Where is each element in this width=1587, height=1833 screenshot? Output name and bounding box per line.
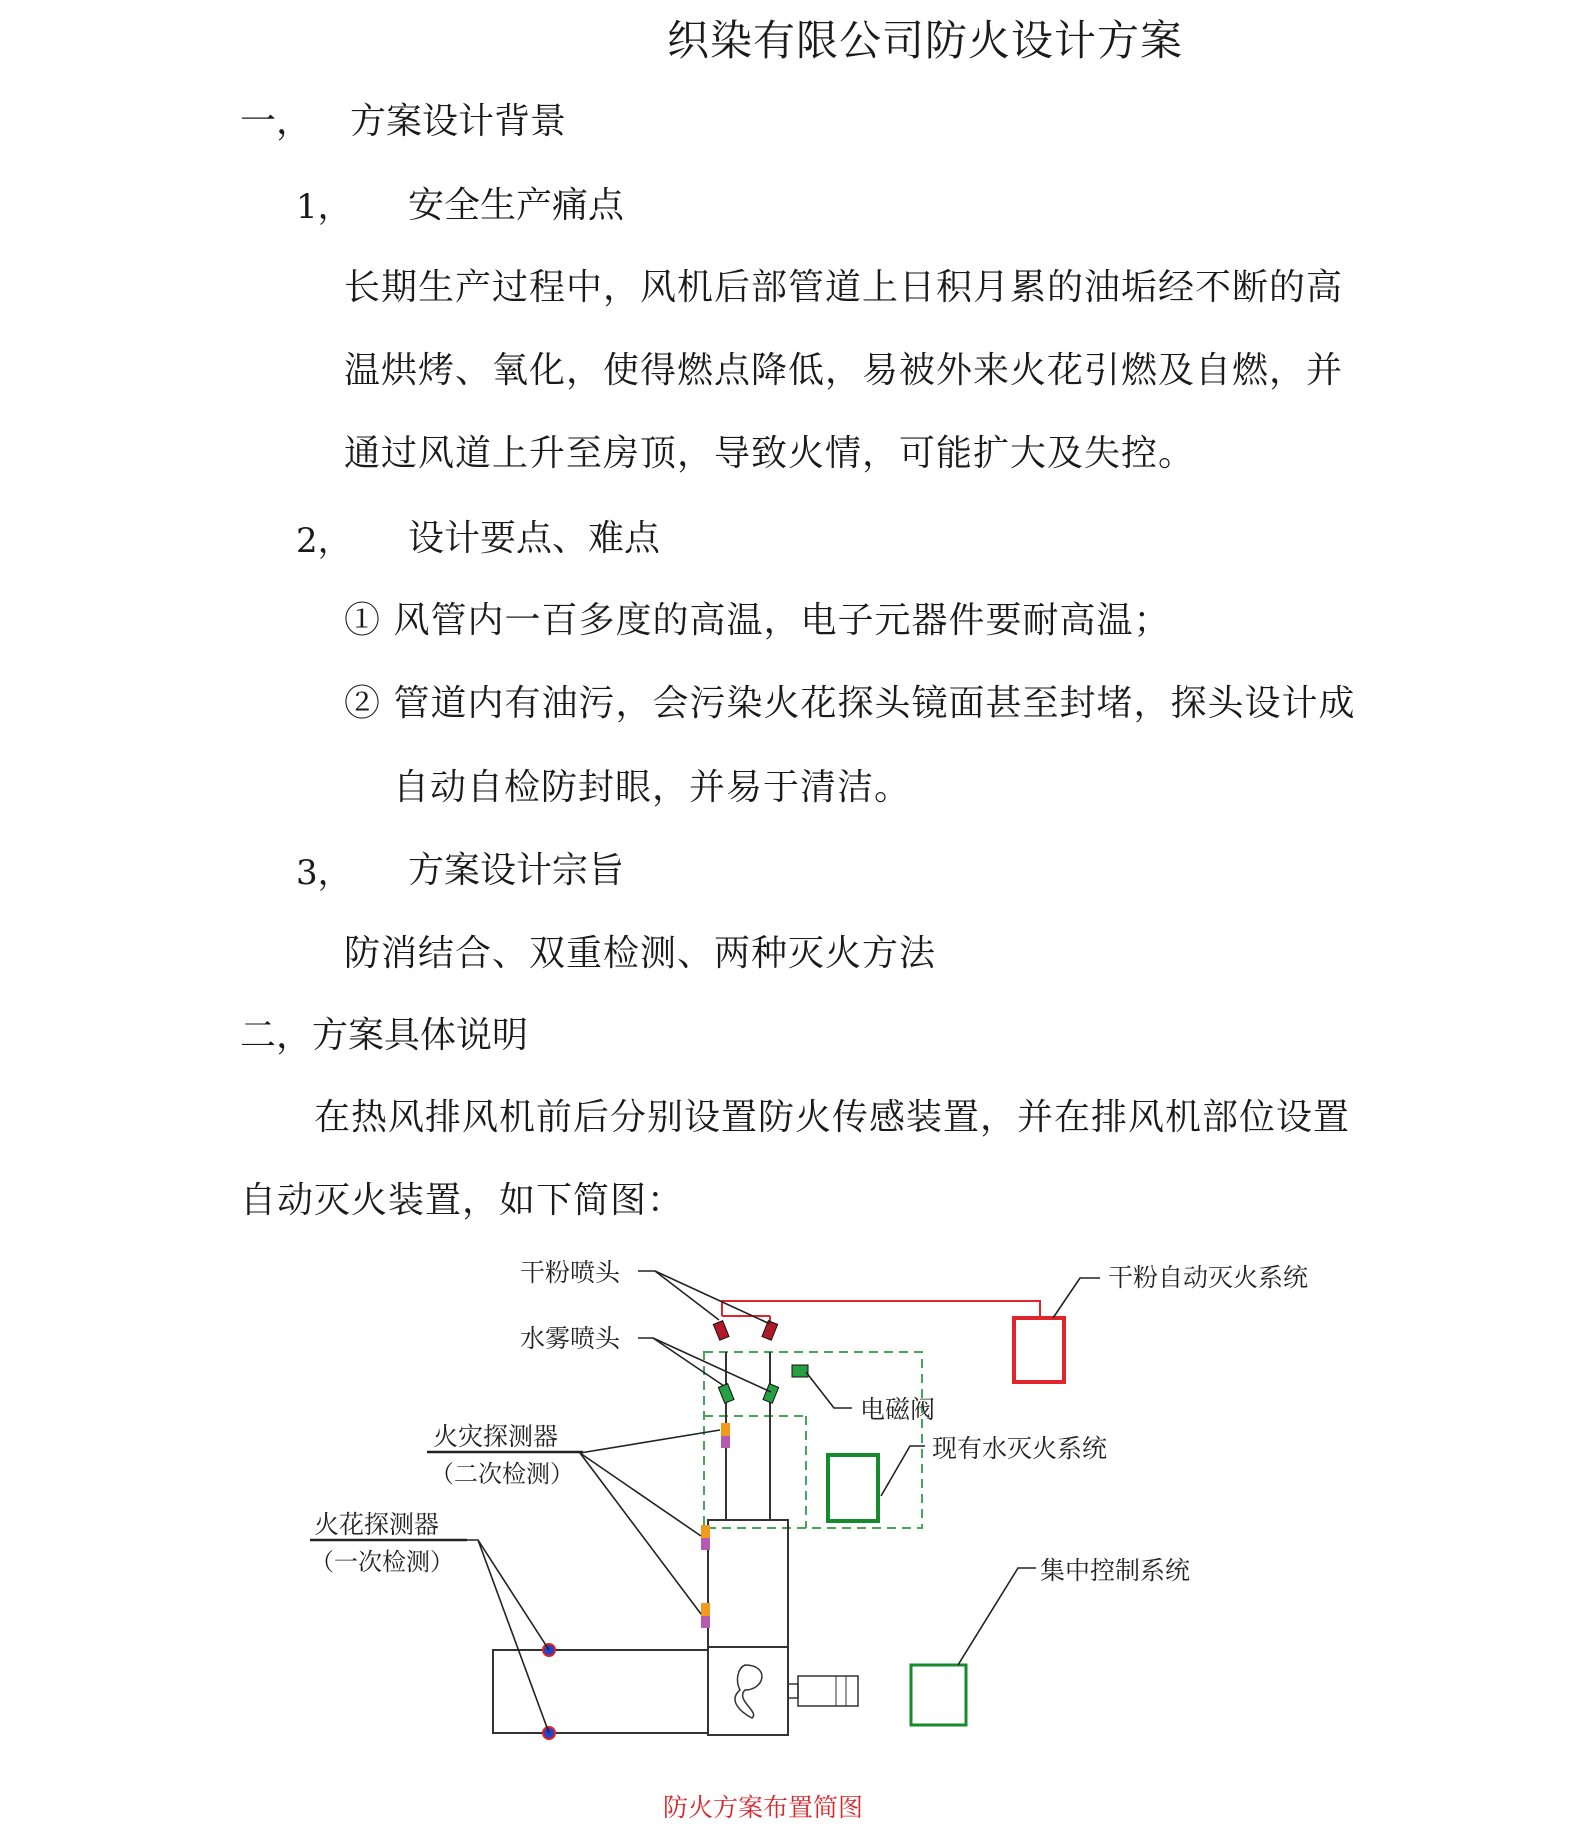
item3-heading: 方案设计宗旨 <box>408 850 625 891</box>
central-control-box <box>911 1665 966 1725</box>
label-water-system: 现有水灭火系统 <box>932 1434 1108 1463</box>
label-central-control: 集中控制系统 <box>1040 1556 1191 1585</box>
dry-powder-nozzle-left <box>713 1321 729 1341</box>
item1-number: 1， <box>296 187 352 227</box>
water-mist-nozzle-right <box>763 1384 779 1404</box>
section2-line2: 自动灭火装置，如下简图： <box>240 1180 685 1221</box>
fire-detector-2-base <box>701 1538 710 1550</box>
label-spark-detector: 火花探测器 <box>314 1510 440 1539</box>
motor-shaft <box>788 1684 798 1698</box>
fire-detector-3-base <box>701 1616 710 1628</box>
label-fire-detector-sub: （二次检测） <box>430 1460 574 1488</box>
label-spark-detector-sub: （一次检测） <box>310 1548 454 1576</box>
fire-detector-1 <box>721 1423 730 1436</box>
diagram-caption: 防火方案布置简图 <box>663 1793 864 1822</box>
fan-blade-icon <box>735 1665 762 1718</box>
label-dry-powder-system: 干粉自动灭火系统 <box>1108 1263 1309 1292</box>
fan-housing-upper <box>708 1520 788 1647</box>
item1-line3: 通过风道上升至房顶，导致火情，可能扩大及失控。 <box>344 433 1196 474</box>
dry-powder-system-box <box>1014 1318 1064 1382</box>
section1-number: 一， <box>240 101 313 142</box>
solenoid-valve <box>792 1365 808 1377</box>
label-water-mist-nozzle: 水雾喷头 <box>520 1324 621 1353</box>
water-system-box <box>828 1455 878 1521</box>
water-mist-nozzle-left <box>718 1384 734 1404</box>
motor <box>798 1676 858 1706</box>
water-pipe-loop <box>704 1352 922 1528</box>
item2-point2-cont: 自动自检防封眼，并易于清洁。 <box>393 767 912 808</box>
section2-heading: 二，方案具体说明 <box>240 1015 529 1056</box>
fire-detector-3 <box>701 1603 710 1616</box>
item3-number: 3， <box>296 853 352 893</box>
fire-detector-2 <box>701 1525 710 1538</box>
fan-housing-lower <box>708 1647 788 1735</box>
label-fire-detector: 火灾探测器 <box>433 1422 559 1451</box>
item3-line1: 防消结合、双重检测、两种灭火方法 <box>344 933 937 974</box>
item2-heading: 设计要点、难点 <box>408 518 661 559</box>
item1-heading: 安全生产痛点 <box>408 185 625 226</box>
section2-line1: 在热风排风机前后分别设置防火传感装置，并在排风机部位设置 <box>314 1097 1351 1138</box>
item1-line2: 温烘烤、氧化，使得燃点降低，易被外来火花引燃及自燃，并 <box>344 350 1344 391</box>
item2-number: 2， <box>296 521 352 561</box>
fire-detector-1-base <box>721 1436 730 1448</box>
inlet-duct <box>493 1650 708 1733</box>
item1-line1: 长期生产过程中，风机后部管道上日积月累的油垢经不断的高 <box>344 267 1344 308</box>
section1-heading: 方案设计背景 <box>350 101 567 142</box>
label-solenoid-valve: 电磁阀 <box>860 1395 936 1424</box>
label-dry-powder-nozzle: 干粉喷头 <box>520 1258 621 1287</box>
document-title: 织染有限公司防火设计方案 <box>667 16 1184 65</box>
item2-point2: ② 管道内有油污，会污染火花探头镜面甚至封堵，探头设计成 <box>344 683 1356 724</box>
item2-point1: ① 风管内一百多度的高温，电子元器件要耐高温； <box>344 600 1171 641</box>
